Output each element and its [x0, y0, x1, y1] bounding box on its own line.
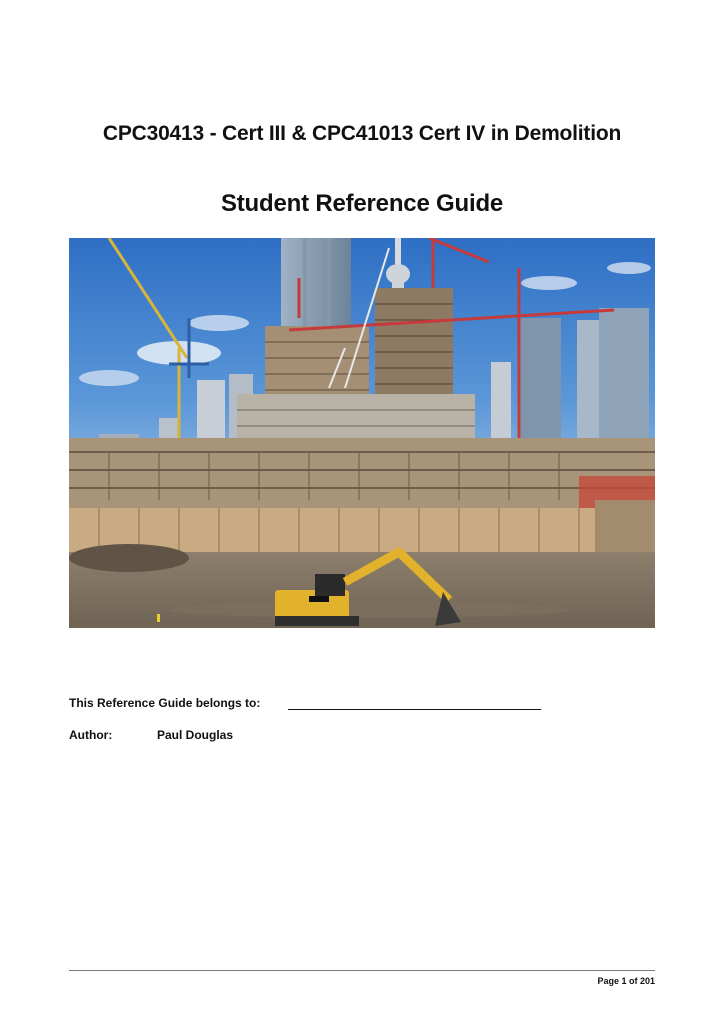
ownership-name-line	[288, 709, 541, 710]
author-label: Author:	[69, 728, 113, 742]
course-title: CPC30413 - Cert III & CPC41013 Cert IV in Demolition	[102, 122, 622, 145]
guide-title: Student Reference Guide	[220, 190, 504, 217]
footer-divider	[69, 970, 655, 971]
author-name: Paul Douglas	[157, 728, 234, 742]
author-row	[69, 728, 369, 748]
ownership-row	[69, 696, 549, 716]
ownership-label: This Reference Guide belongs to:	[69, 696, 261, 710]
construction-site-photo	[69, 238, 655, 628]
page-number: Page 1 of 201	[597, 976, 655, 986]
